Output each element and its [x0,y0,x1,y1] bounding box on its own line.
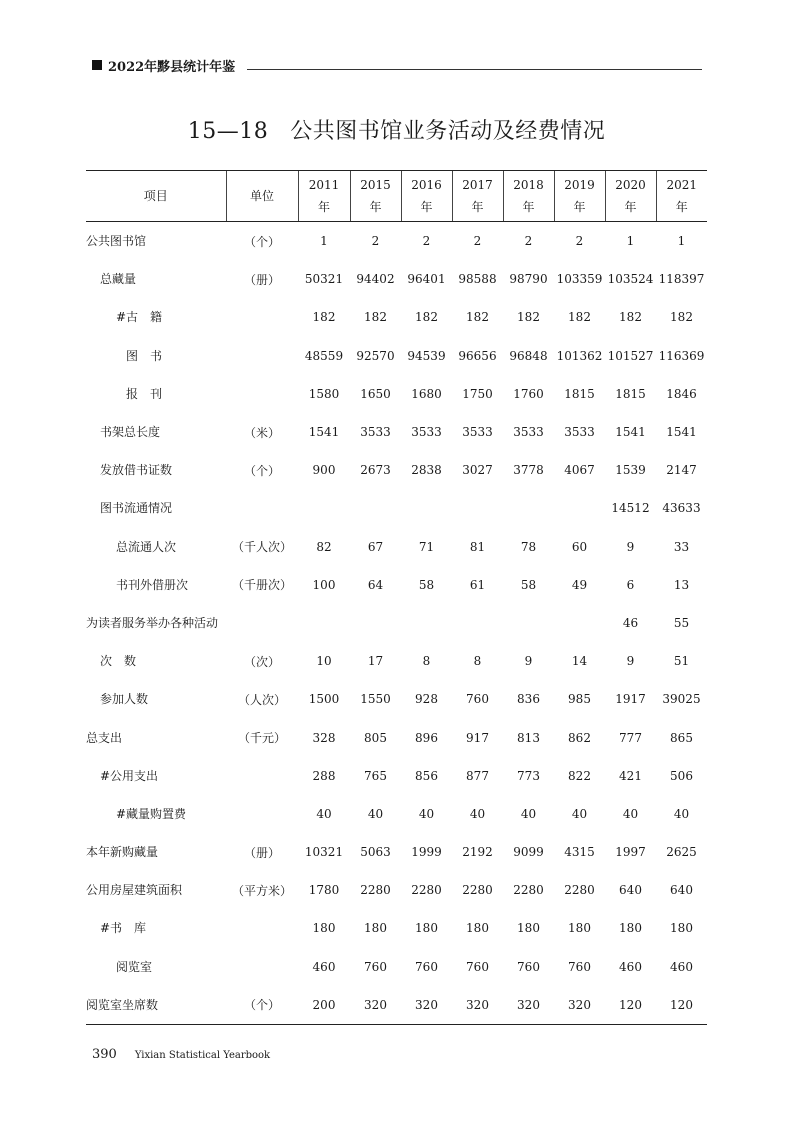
row-value: 2280 [360,883,391,898]
row-value [503,604,554,642]
row-value [350,604,401,642]
header-year [401,171,452,222]
row-value: 320 [554,986,605,1025]
row-value: 2 [524,234,533,249]
row-value: 180 [415,921,438,936]
row-value [554,489,605,527]
row-value: 180 [568,921,591,936]
row-unit [226,795,298,833]
row-unit: （次） [243,654,280,669]
row-value: 856 [415,768,438,783]
row-value: 320 [452,986,503,1025]
row-value: 101527 [607,348,654,363]
table-row [86,260,707,298]
row-value: 2838 [411,463,442,478]
row-value: 40 [367,806,384,821]
row-value: 813 [517,730,540,745]
row-value: 2280 [513,883,544,898]
row-value: 1541 [308,425,340,440]
year-number: 2016 [411,178,442,192]
table-row [86,871,707,909]
row-value [401,489,452,527]
table-row [86,489,707,527]
row-value: 1550 [360,692,391,707]
row-value: 985 [568,692,591,707]
row-value: 40 [418,806,435,821]
table-row [86,680,707,718]
row-value: 2192 [462,845,493,860]
row-value: 182 [312,310,336,325]
row-value: 288 [312,768,336,783]
header-year [350,171,401,222]
row-item: #藏量购置费 [116,806,187,821]
row-value: 1500 [308,692,340,707]
row-value: 5063 [360,845,391,860]
row-unit: （个） [226,986,298,1025]
header-year [452,171,503,222]
row-value: 328 [312,730,336,745]
row-value: 182 [364,310,387,325]
header-square-icon [92,60,102,70]
row-value: 2280 [411,883,442,898]
row-value: 1999 [411,845,442,860]
table-row [86,528,707,566]
row-value: 78 [520,539,537,554]
row-item: #公用支出 [100,768,159,783]
row-value: 3533 [564,425,595,440]
footer-text: Yixian Statistical Yearbook [134,1050,271,1061]
row-item: 总流通人次 [116,539,177,554]
row-value: 320 [503,986,554,1025]
row-value: 2625 [666,845,697,860]
row-value [554,604,605,642]
header-year [503,171,554,222]
row-value: 96401 [407,272,446,287]
row-value: 116369 [658,348,705,363]
row-value: 4067 [564,463,595,478]
row-value: 2 [473,234,482,249]
row-value: 180 [619,921,642,936]
row-value: 506 [670,768,693,783]
row-value: 9099 [513,845,544,860]
row-value: 82 [316,539,332,554]
row-value: 1815 [615,386,646,401]
row-unit: （千册次） [231,578,292,593]
row-value: 94402 [356,272,395,287]
row-value: 40 [571,806,588,821]
row-value: 46 [622,615,639,630]
row-value: 6 [626,577,635,592]
row-value: 200 [298,986,350,1025]
row-value: 862 [568,730,591,745]
table-row [86,298,707,336]
row-value: 48559 [304,348,344,363]
table-body [86,222,707,1025]
row-value: 103359 [556,272,603,287]
row-value: 1846 [666,386,697,401]
row-unit [226,909,298,947]
row-value [298,604,350,642]
table-title: 公共图书馆业务活动及经费情况 [290,119,606,144]
row-value: 51 [673,654,690,669]
row-value: 760 [568,959,591,974]
row-value: 92570 [356,348,395,363]
row-value: 2673 [360,463,391,478]
row-value: 900 [312,463,336,478]
row-unit [226,489,298,527]
row-value: 180 [517,921,540,936]
table-row [86,337,707,375]
table-row [86,986,707,1025]
row-value: 4315 [564,845,595,860]
row-unit [226,948,298,986]
row-value: 98790 [509,272,548,287]
row-value: 760 [466,959,489,974]
page-title [0,114,793,145]
year-number: 2015 [360,178,391,192]
row-value: 40 [520,806,537,821]
row-value: 40 [469,806,486,821]
row-value: 100 [312,577,336,592]
row-value: 180 [312,921,336,936]
row-value [452,604,503,642]
row-value: 917 [466,730,489,745]
row-item: 图书流通情况 [100,501,173,516]
row-value: 182 [670,310,693,325]
row-value: 40 [622,806,639,821]
header-unit: 单位 [226,171,298,222]
row-value: 1650 [360,386,391,401]
row-value: 822 [568,768,591,783]
row-item: 本年新购藏量 [86,845,159,860]
row-value: 765 [364,768,387,783]
row-value: 33 [673,539,690,554]
table-row [86,948,707,986]
row-value: 103524 [607,272,654,287]
row-value: 8 [422,654,431,669]
row-value: 760 [517,959,540,974]
row-item: 公用房屋建筑面积 [86,883,183,898]
row-value: 3778 [513,463,544,478]
row-value: 460 [670,959,693,974]
row-value: 3533 [462,425,493,440]
header-item: 项目 [86,171,226,222]
row-value: 2 [371,234,380,249]
row-value: 96848 [509,348,548,363]
row-value [350,489,401,527]
row-value: 71 [418,539,435,554]
row-value: 43633 [662,501,701,516]
row-value: 49 [571,577,588,592]
row-item: 书刊外借册次 [116,577,189,592]
header-year [298,171,350,222]
page-number: 390 [92,1047,117,1062]
row-unit: （千元） [237,731,286,746]
year-number: 2020 [615,178,646,192]
row-item: 总支出 [86,730,123,745]
row-value: 877 [466,768,489,783]
row-value: 9 [524,654,533,669]
row-unit: （册） [243,845,280,860]
table-row [86,833,707,871]
row-item: 公共图书馆 [86,234,147,249]
row-value: 182 [466,310,489,325]
row-value: 460 [312,959,336,974]
year-suffix: 年 [317,200,330,214]
row-value: 460 [619,959,642,974]
row-value: 2 [575,234,584,249]
row-value: 1680 [411,386,442,401]
table-row [86,757,707,795]
row-value: 81 [469,539,486,554]
row-value: 1750 [462,386,493,401]
row-value: 805 [364,730,387,745]
row-value: 13 [673,577,690,592]
row-value: 94539 [407,348,446,363]
table-row [86,718,707,756]
row-value: 777 [619,730,642,745]
table-row [86,375,707,413]
row-unit: （米） [243,425,280,440]
row-value: 1 [677,234,686,249]
row-value: 3027 [462,463,493,478]
row-value: 9 [626,654,635,669]
row-value: 120 [605,986,656,1025]
year-suffix: 年 [420,200,433,214]
row-value: 17 [367,654,384,669]
row-item: 报 刊 [126,386,163,401]
year-suffix: 年 [369,200,382,214]
statistics-table [86,170,707,1025]
row-value: 1780 [308,883,340,898]
row-value: 98588 [458,272,497,287]
row-value [452,489,503,527]
row-value: 180 [670,921,693,936]
row-value: 39025 [662,692,701,707]
year-number: 2018 [513,178,544,192]
row-unit: （平方米） [231,883,292,898]
row-unit [226,604,298,642]
table-row [86,604,707,642]
row-value: 836 [517,692,540,707]
year-suffix: 年 [471,200,484,214]
row-value: 760 [364,959,387,974]
row-unit: （千人次） [231,540,292,555]
row-value: 1760 [513,386,544,401]
row-value: 928 [415,692,438,707]
row-item: 阅览室坐席数 [86,986,226,1025]
row-unit [226,757,298,795]
row-value: 55 [673,615,690,630]
row-value [298,489,350,527]
row-value: 1580 [308,386,340,401]
row-value: 1997 [615,845,646,860]
row-value: 1815 [564,386,595,401]
row-value: 40 [316,806,332,821]
row-item: 总藏量 [100,272,137,287]
row-value: 60 [571,539,588,554]
row-value: 3533 [411,425,442,440]
row-value: 1917 [615,692,646,707]
row-item: 阅览室 [116,959,153,974]
year-number: 2011 [308,178,340,192]
table-number: 15—18 [187,119,269,144]
row-value: 2147 [666,463,697,478]
header-rule [247,69,702,70]
table-row [86,222,707,261]
year-suffix: 年 [573,200,586,214]
row-value [503,489,554,527]
page-footer [92,1047,270,1062]
table-row [86,413,707,451]
row-unit: （个） [243,234,280,249]
row-value: 640 [619,883,642,898]
row-value: 40 [673,806,690,821]
row-value: 96656 [458,348,497,363]
table-row [86,909,707,947]
row-value: 640 [670,883,693,898]
row-item: #书 库 [100,921,147,936]
row-value: 1 [626,234,635,249]
row-value: 9 [626,539,635,554]
row-value: 14512 [611,501,650,516]
row-unit: （册） [243,272,280,287]
row-value: 2280 [564,883,595,898]
year-suffix: 年 [522,200,535,214]
row-value: 182 [568,310,591,325]
header-title: 2022年黟县统计年鉴 [108,60,236,75]
year-number: 2021 [666,178,698,192]
row-unit: （人次） [237,692,286,707]
row-value: 2 [422,234,431,249]
table-row [86,795,707,833]
row-value: 3533 [360,425,391,440]
row-value: 50321 [304,272,344,287]
row-value: 773 [517,768,540,783]
row-value: 67 [367,539,384,554]
row-value: 320 [401,986,452,1025]
row-item: 图 书 [126,348,163,363]
row-value: 8 [473,654,482,669]
row-value: 182 [415,310,438,325]
row-value: 3533 [513,425,544,440]
row-value: 61 [469,577,486,592]
row-value: 1541 [666,425,697,440]
row-item: 为读者服务举办各种活动 [86,615,219,630]
row-value: 182 [619,310,642,325]
row-value [401,604,452,642]
row-value: 120 [656,986,707,1025]
row-item: 发放借书证数 [100,463,173,478]
row-value: 421 [619,768,642,783]
row-item: 参加人数 [100,692,149,707]
row-value: 760 [466,692,489,707]
table-header-row [86,171,707,222]
table-row [86,566,707,604]
row-value: 10 [316,654,332,669]
row-unit [226,298,298,336]
row-value: 320 [350,986,401,1025]
row-value: 180 [466,921,489,936]
row-value: 58 [520,577,537,592]
year-suffix: 年 [675,200,688,214]
row-value: 64 [367,577,384,592]
row-value: 10321 [304,845,344,860]
row-value: 58 [418,577,435,592]
row-unit [226,337,298,375]
row-value: 118397 [658,272,705,287]
year-number: 2019 [564,178,595,192]
row-item: 书架总长度 [100,425,161,440]
row-unit [226,375,298,413]
row-value: 760 [415,959,438,974]
row-value: 182 [517,310,540,325]
row-value: 1541 [615,425,646,440]
row-value: 2280 [462,883,493,898]
table-row [86,642,707,680]
header-year [554,171,605,222]
year-suffix: 年 [624,200,637,214]
header-year [656,171,707,222]
row-value: 1539 [615,463,646,478]
row-value: 865 [670,730,693,745]
row-value: 180 [364,921,387,936]
row-value: 101362 [556,348,603,363]
row-value: 14 [571,654,588,669]
header-year [605,171,656,222]
row-item: #古 籍 [116,310,163,325]
table-row [86,451,707,489]
running-header [92,56,702,76]
row-item: 次 数 [100,654,137,669]
row-value: 1 [320,234,328,249]
year-number: 2017 [462,178,493,192]
row-unit: （个） [243,463,280,478]
row-value: 896 [415,730,438,745]
